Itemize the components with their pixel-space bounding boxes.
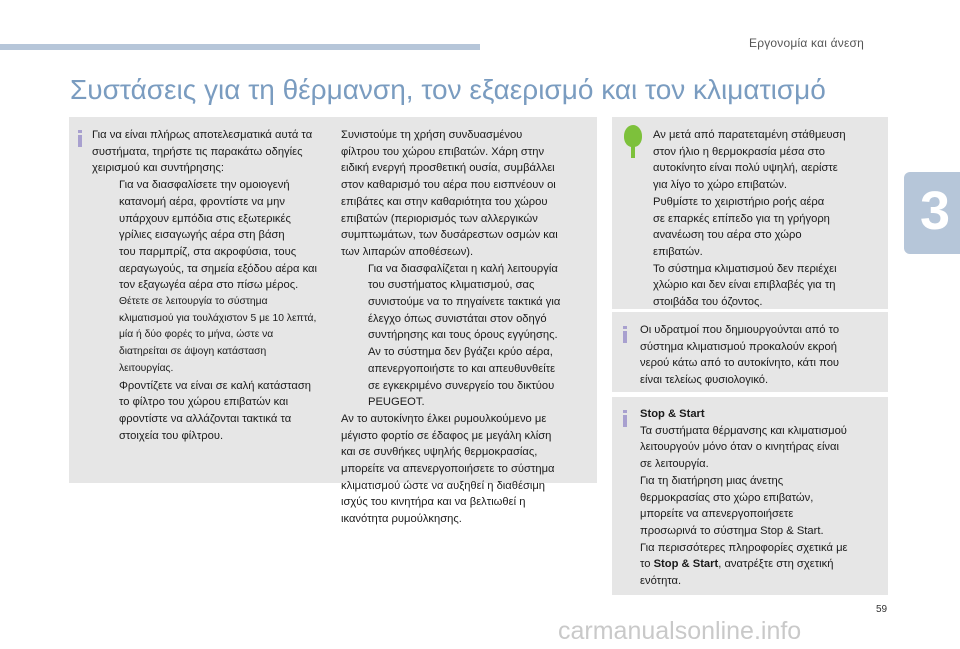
page-number: 59 [876,604,888,615]
text-fragment: το [640,558,654,571]
text-line: σε λειτουργία. [640,458,709,471]
text-line: λειτουργούν μόνο όταν ο κινητήρας είναι [640,441,839,454]
text-line: φροντίστε να αλλάζονται τακτικά τα [119,412,292,425]
header-accent-bar [0,44,480,50]
text-line: Για τη διατήρηση μιας άνετης [640,474,784,487]
text-line: ικανότητα ρυμούλκησης. [341,513,462,526]
page-title: Συστάσεις για τη θέρμανση, τον εξαερισμό και τον κλιματισμό [70,74,826,105]
text-line: σε επαρκές επίπεδο για τη γρήγορη [653,212,830,225]
list-item [92,378,342,445]
text-line: Για να είναι πλήρως αποτελεσματικά αυτά τα [92,129,313,141]
text-line [640,556,885,573]
text-line: γρίλιες εισαγωγής αέρα στη βάση [119,229,285,242]
text-line: κλιματισμού για τουλάχιστον 5 με 10 λεπτά, [119,312,317,324]
text-line: ανανέωση του αέρα στο χώρο [653,229,802,242]
text-line: Οι υδρατμοί που δημιουργούνται από το [640,324,840,336]
text-line: επιβατών. [653,245,703,258]
text-line: χειρισμού και συντήρησης: [92,162,224,175]
text-line: Για να διασφαλίζεται η καλή λειτουργία [368,262,558,275]
text-line: ισχύς του κινητήρα και να βελτιωθεί η [341,496,526,509]
eco-tree-icon [623,125,643,159]
text-line: κλιματισμού ώστε να αυξηθεί η διαθέσιμη [341,479,546,492]
stop-start-text [640,406,885,590]
text-line: επιβάτες και στην καθαριότητα του χώρου [341,195,548,208]
text-line: PEUGEOT. [368,396,425,409]
text-line: και σε συνθήκες υψηλής θερμοκρασίας, [341,446,538,459]
list-item [341,261,591,345]
text-line: συστήματα, τηρήστε τις παρακάτω οδηγίες [92,145,303,158]
list-item [92,177,342,294]
text-line: σύστημα κλιματισμού προκαλούν εκροή [640,340,837,353]
text-line: του συστήματος κλιματισμού, σας [368,279,535,292]
recommendations-col2 [341,127,591,528]
chapter-tab [904,172,960,254]
text-line: συντήρησης και τους όρους εγγύησης. [368,329,558,342]
stop-start-heading: Stop & Start [640,408,705,420]
text-line: λειτουργίας. [119,362,174,374]
watermark: carmanualsonline.info [558,617,802,645]
text-line: φίλτρου του χώρου επιβατών. Χάρη στην [341,145,545,158]
text-line: στον καθαρισμό του αέρα που εισπνέουν οι [341,179,556,192]
info-icon [623,326,627,343]
chapter-title: Εργονομία και άνεση [749,36,864,50]
text-line: μπορείτε να απενεργοποιήσετε [640,508,794,521]
text-line: επιβατών (περιορισμός των αλλεργικών [341,212,538,225]
text-line: Για περισσότερες πληροφορίες σχετικά με [640,541,848,554]
text-line: το φίλτρο του χώρου επιβατών και [119,396,289,409]
text-line: νερού κάτω από το αυτοκίνητο, κάτι που [640,357,840,370]
text-line: συνιστούμε να το πηγαίνετε τακτικά για [368,296,561,309]
text-line: Φροντίζετε να είναι σε καλή κατάσταση [119,379,312,392]
text-line: υπάρχουν εμπόδια στις εξωτερικές [119,212,291,225]
text-line: τον εξαγωγέα αέρα στο πίσω μέρος. [119,279,299,292]
text-line: στον ήλιο η θερμοκρασία μέσα στο [653,145,825,158]
text-line: Το σύστημα κλιματισμού δεν περιέχει [653,262,837,275]
text-line: σε εγκεκριμένο συνεργείο του δικτύου [368,379,555,392]
text-line: Αν μετά από παρατεταμένη στάθμευση [653,129,846,141]
text-line: συμπτωμάτων, των δυσάρεστων οσμών και [341,229,558,242]
text-line: αυτοκίνητο είναι πολύ υψηλή, αερίστε [653,162,838,175]
recommendations-col1 [92,127,342,444]
text-line: Αν το αυτοκίνητο έλκει ρυμουλκούμενο με [341,412,547,425]
text-line: απενεργοποιήστε το και απευθυνθείτε [368,362,556,375]
text-line: στοιβάδα του όζοντος. [653,296,763,309]
text-line: του παρμπρίζ, στα ακροφύσια, τους [119,245,297,258]
text-line: στοιχεία του φίλτρου. [119,429,224,442]
text-line: αεραγωγούς, τα σημεία εξόδου αέρα και [119,262,318,275]
condensation-note-text [640,322,885,389]
text-line: των λιπαρών αποθέσεων). [341,245,474,258]
text-line: ειδική ενεργή προσθετική ουσία, συμβάλλει [341,162,555,175]
info-icon [623,410,627,427]
stop-start-reference: Stop & Start [653,558,719,571]
text-line: Τα συστήματα θέρμανσης και κλιματισμού [640,424,847,437]
text-line: μπορείτε να απενεργοποιήσετε το σύστημα [341,463,555,476]
text-line: προσωρινά το σύστημα Stop & Start. [640,524,824,537]
text-line: χλώριο και δεν είναι επιβλαβές για τη [653,279,836,292]
text-line: Ρυθμίστε το χειριστήριο ροής αέρα [653,195,825,208]
list-item [341,344,591,411]
text-line: Θέτετε σε λειτουργία το σύστημα [119,296,268,308]
text-line: είναι τελείως φυσιολογικό. [640,374,769,387]
text-line: Συνιστούμε τη χρήση συνδυασμένου [341,129,523,141]
text-line: έλεγχο όπως συνιστάται στον οδηγό [368,312,547,325]
text-line: κατανομή αέρα, φροντίστε να μην [119,195,285,208]
text-line: μέγιστο φορτίο σε έδαφος με μεγάλη κλίση [341,429,552,442]
text-fragment: , ανατρέξτε στη σχετική [718,558,834,571]
text-line: Αν το σύστημα δεν βγάζει κρύο αέρα, [368,346,553,359]
list-item [92,294,342,378]
text-line: Για να διασφαλίσετε την ομοιογενή [119,179,290,192]
text-line: θερμοκρασίας στο χώρο επιβατών, [640,491,814,504]
text-line: διατηρείται σε άψογη κατάσταση [119,346,267,358]
info-icon [78,130,82,147]
text-line: για λίγο το χώρο επιβατών. [653,179,788,192]
text-line: μία ή δύο φορές το μήνα, ώστε να [119,329,274,341]
eco-tip-text [653,127,885,311]
text-line: ενότητα. [640,575,682,588]
chapter-number: 3 [920,181,951,241]
